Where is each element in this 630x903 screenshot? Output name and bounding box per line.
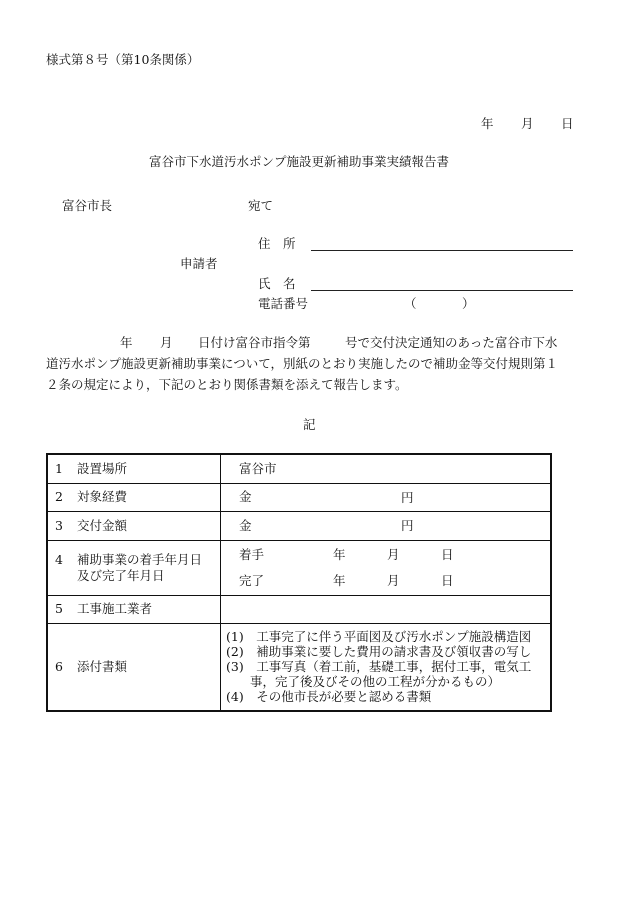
row-number: 1: [55, 460, 63, 476]
applicant-label: 申請者: [180, 256, 218, 271]
body-line1-end: 号で交付決定通知のあった富谷市下水: [345, 335, 558, 350]
address-label: 住 所: [258, 236, 296, 251]
phone-close-paren: ）: [462, 296, 475, 311]
name-underline: [311, 290, 573, 291]
phone-label: 電話番号: [258, 296, 309, 311]
row-label-text: 設置場所: [77, 460, 128, 476]
body-line2: 道汚水ポンプ施設更新補助事業について，別紙のとおり実施したので補助金等交付規則第１: [46, 356, 559, 371]
start-year: 年: [333, 546, 346, 562]
attachment-item: (4) その他市長が必要と認める書類: [226, 689, 432, 705]
yen-unit: 円: [401, 517, 414, 533]
row-number: 3: [55, 517, 63, 533]
document-title: 富谷市下水道汚水ポンプ施設更新補助事業実績報告書: [149, 154, 450, 169]
attachment-item: (3) 工事写真（着工前，基礎工事，据付工事，電気工: [226, 659, 532, 675]
row-label: [47, 595, 221, 623]
table-row: [47, 540, 551, 595]
row-number: 5: [55, 601, 63, 616]
row-label-text: 添付書類: [77, 658, 128, 674]
table-row: [47, 623, 551, 711]
date-year: 年: [481, 116, 494, 131]
row-label: [47, 540, 221, 595]
start-date-row: [221, 542, 550, 568]
yen-prefix: 金: [239, 489, 252, 504]
end-month: 月: [387, 572, 400, 588]
yen-unit: 円: [401, 489, 414, 505]
row-number: 2: [55, 489, 63, 504]
body-month: 月: [160, 335, 173, 350]
row-label: [47, 623, 221, 711]
row-number: 4: [55, 551, 63, 567]
date-month: 月: [521, 116, 534, 131]
table-row: [47, 511, 551, 540]
body-year: 年: [120, 335, 133, 350]
row-label: [47, 483, 221, 511]
contractor-value: [221, 595, 552, 623]
end-label: 完了: [239, 572, 265, 588]
body-line3: ２条の規定により，下記のとおり関係書類を添えて報告します。: [46, 377, 408, 392]
report-table: [46, 453, 552, 712]
yen-prefix: 金: [239, 517, 252, 533]
end-year: 年: [333, 572, 346, 588]
cost-value-cell: [221, 483, 552, 511]
end-date-row: [221, 568, 550, 594]
dates-cell: [221, 540, 552, 595]
start-day: 日: [441, 546, 454, 562]
table-row: [47, 454, 551, 483]
row-label-text: 対象経費: [77, 489, 128, 504]
location-value: 富谷市: [221, 454, 552, 483]
start-label: 着手: [239, 546, 265, 562]
row-label-line2: 及び完了年月日: [77, 567, 165, 583]
date-day: 日: [561, 116, 574, 131]
row-label-text: 工事施工業者: [77, 601, 153, 616]
name-label: 氏 名: [258, 276, 296, 291]
phone-open-paren: （: [404, 296, 417, 311]
body-line1-mid: 日付け富谷市指令第: [198, 335, 311, 350]
attachment-item-continued: 事，完了後及びその他の工程が分かるもの）: [250, 674, 501, 690]
attachment-item: (2) 補助事業に要した費用の請求書及び領収書の写し: [226, 644, 532, 660]
form-number: 様式第８号（第10条関係）: [46, 52, 200, 67]
table-row: [47, 595, 551, 623]
table-row: [47, 483, 551, 511]
ki-heading: 記: [303, 417, 316, 432]
row-label-text: 交付金額: [77, 517, 128, 533]
grant-value-cell: [221, 511, 552, 540]
row-label-line1: 補助事業の着手年月日: [77, 551, 203, 567]
attachment-item: (1) 工事完了に伴う平面図及び汚水ポンプ施設構造図: [226, 629, 532, 645]
row-label: [47, 511, 221, 540]
address-underline: [311, 250, 573, 251]
addressee-name: 富谷市長: [62, 198, 113, 213]
attachments-cell: [221, 623, 552, 711]
row-label: [47, 454, 221, 483]
addressee-suffix: 宛て: [248, 198, 274, 213]
start-month: 月: [387, 546, 400, 562]
end-day: 日: [441, 572, 454, 588]
row-number: 6: [55, 658, 63, 674]
